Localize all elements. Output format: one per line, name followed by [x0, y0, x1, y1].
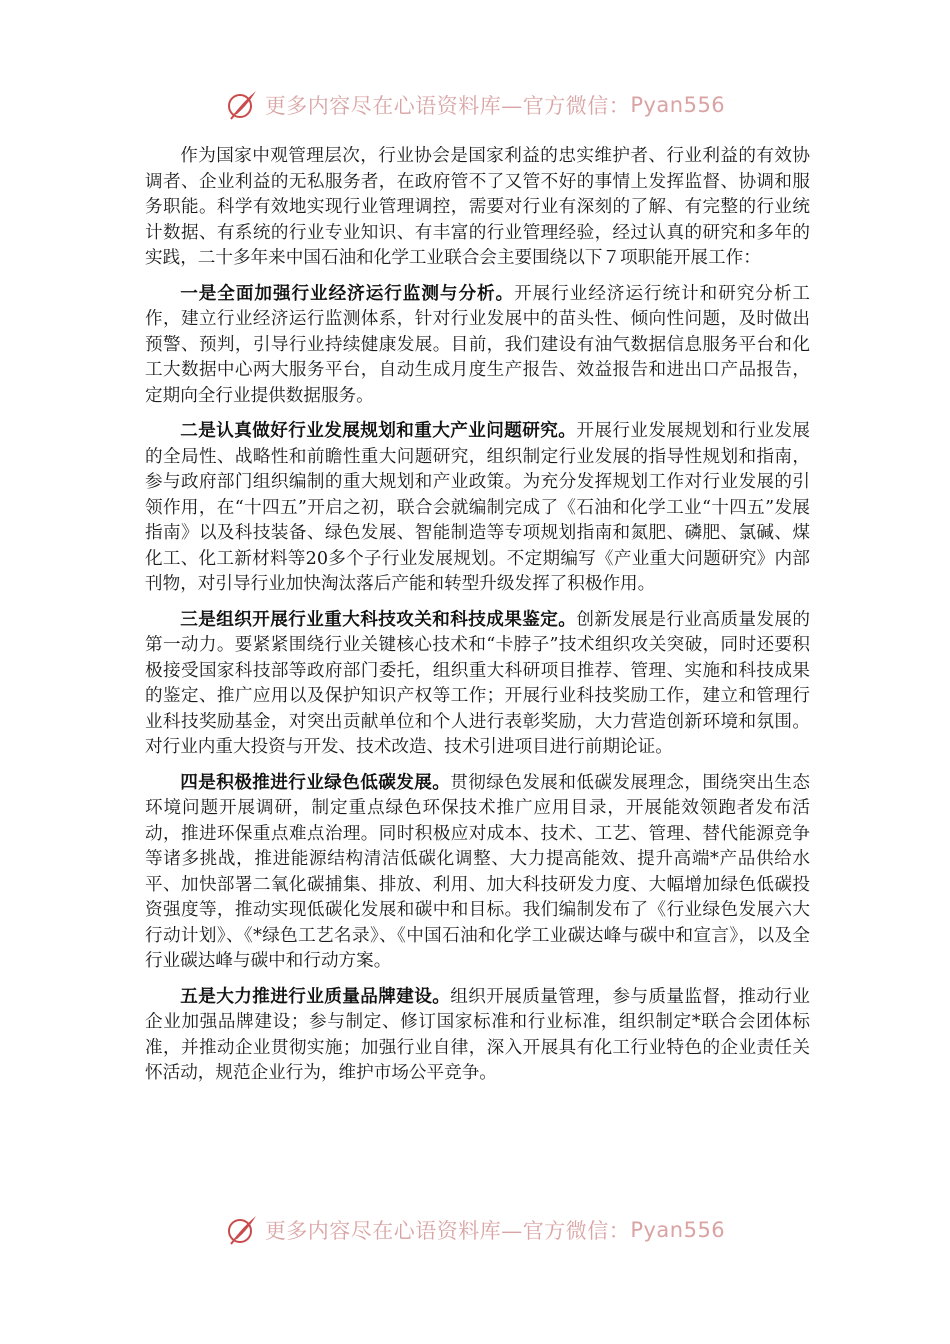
- quill-logo-icon: [225, 1213, 259, 1247]
- paragraph-lead: 二是认真做好行业发展规划和重大产业问题研究。: [180, 420, 577, 441]
- paragraph-function-5: [145, 984, 810, 1087]
- paragraph-text: 组织开展质量管理，参与质量监督，推动行业企业加强品牌建设；参与制定、修订国家标准和行业标准，组织制定*联合会团体标准，并推动企业贯彻实施；加强行业自律，深入开展具有化工行业特色的企业责任关怀活动，规范企业行为，维护市场公平竞争。: [145, 986, 810, 1083]
- paragraph-lead: 五是大力推进行业质量品牌建设。: [180, 985, 451, 1007]
- paragraph-text: 作为国家中观管理层次，行业协会是国家利益的忠实维护者、行业利益的有效协调者、企业利益的无私服务者，在政府管不了又管不好的事情上发挥监督、协调和服务职能。科学有效地实现行业管理调控，需要对行业有深刻的了解、有完整的行业统计数据、有系统的行业专业知识、有丰富的行业管理经验，经过认真的研究和多年的实践，二十多年来中国石油和化学工业联合会主要围绕以下７项职能开展工作：: [145, 146, 810, 268]
- paragraph-text: 创新发展是行业高质量发展的第一动力。要紧紧围绕行业关键核心技术和“卡脖子”技术组织攻关突破，同时还要积极接受国家科技部等政府部门委托，组织重大科研项目推荐、管理、实施和科技成果的鉴定、推广应用以及保护知识产权等工作；开展行业科技奖励工作，建立和管理行业科技奖励基金，对突出贡献单位和个人进行表彰奖励，大力营造创新环境和氛围。对行业内重大投资与开发、技术改造、技术引进项目进行前期论证。: [145, 609, 810, 757]
- quill-logo-icon: [225, 88, 259, 122]
- header-banner-wechat: Pyan556: [630, 93, 726, 117]
- paragraph-function-2: [145, 418, 810, 598]
- footer-banner-wechat: Pyan556: [630, 1218, 726, 1242]
- paragraph-text: 开展行业经济运行统计和研究分析工作，建立行业经济运行监测体系，针对行业发展中的苗头性、倾向性问题，及时做出预警、预判，引导行业持续健康发展。目前，我们建设有油气数据信息服务平台和化工大数据中心两大服务平台，自动生成月度生产报告、效益报告和进出口产品报告，定期向全行业提供数据服务。: [145, 283, 810, 406]
- paragraph-function-1: [145, 281, 810, 410]
- paragraph-intro: [145, 143, 810, 272]
- header-banner-text: 更多内容尽在心语资料库—官方微信：: [264, 94, 631, 118]
- paragraph-lead: 一是全面加强行业经济运行监测与分析。: [180, 282, 515, 304]
- paragraph-text: 贯彻绿色发展和低碳发展理念，围绕突出生态环境问题开展调研，制定重点绿色环保技术推广应用目录，开展能效领跑者发布活动，推进环保重点难点治理。同时积极应对成本、技术、工艺、管理、替代能源竞争等诸多挑战，推进能源结构清洁低碳化调整、大力提高能效、提升高端*产品供给水平、加快部署二氧化碳捕集、排放、利用、加大科技研发力度、大幅增加绿色低碳投资强度等，推动实现低碳化发展和碳中和目标。我们编制发布了《行业绿色发展六大行动计划》、《*绿色工艺名录》、《中国石油和化学工业碳达峰与碳中和宣言》，以及全行业碳达峰与碳中和行动方案。: [145, 772, 810, 971]
- paragraph-text: 开展行业发展规划和行业发展的全局性、战略性和前瞻性重大问题研究，组织制定行业发展的指导性规划和指南，参与政府部门组织编制的重大规划和产业政策。为充分发挥规划工作对行业发展的引领作用，在“十四五”开启之初，联合会就编制完成了《石油和化学工业“十四五”发展指南》以及科技装备、绿色发展、智能制造等专项规划指南和氮肥、磷肥、氯碱、煤化工、化工新材料等20多个子行业发展规划。不定期编写《产业重大问题研究》内部刊物，对引导行业加快淘汰落后产能和转型升级发挥了积极作用。: [145, 421, 810, 594]
- paragraph-function-4: [145, 770, 810, 975]
- paragraph-function-3: [145, 607, 810, 761]
- footer-watermark-banner: [0, 1210, 950, 1250]
- header-watermark-banner: [0, 85, 950, 125]
- paragraph-lead: 三是组织开展行业重大科技攻关和科技成果鉴定。: [180, 608, 577, 630]
- document-body: [145, 143, 810, 1096]
- footer-banner-text: 更多内容尽在心语资料库—官方微信：: [264, 1219, 631, 1243]
- paragraph-lead: 四是积极推进行业绿色低碳发展。: [180, 771, 451, 793]
